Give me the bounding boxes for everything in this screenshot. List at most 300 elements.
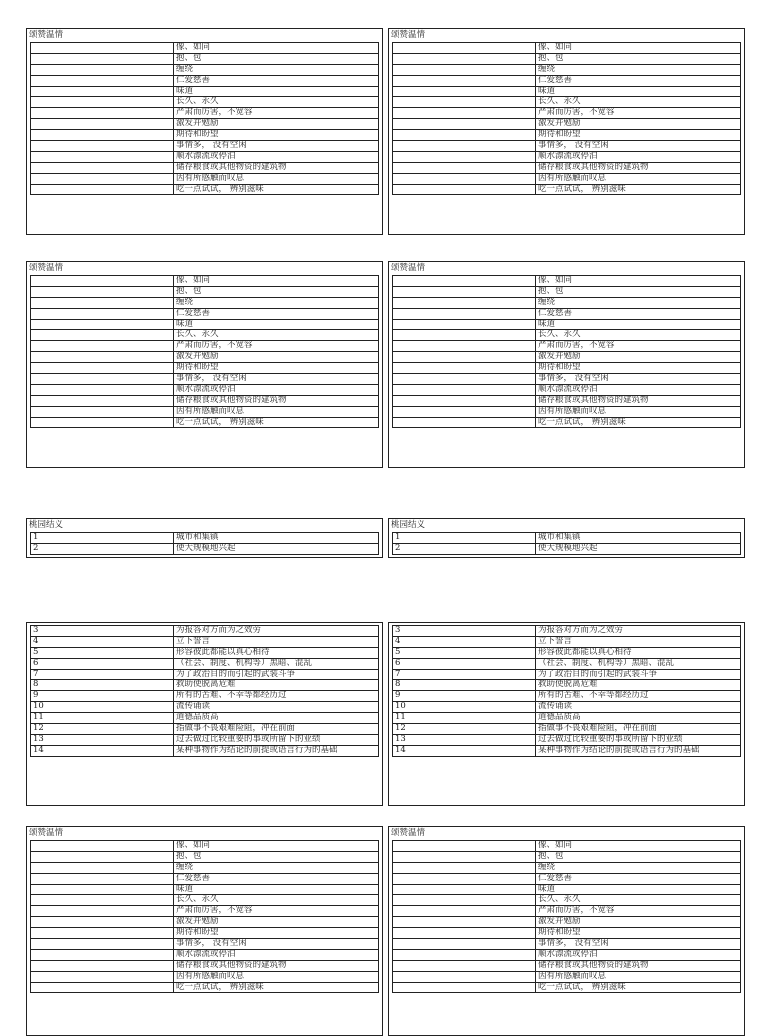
table-body: [30, 840, 379, 993]
table-row: [31, 917, 378, 928]
row-number-cell: 12: [393, 724, 536, 734]
row-number-cell: 8: [393, 680, 536, 690]
row-number-cell: [393, 330, 536, 340]
definition-cell: 像、如同: [538, 841, 573, 850]
row-number-cell: [393, 119, 536, 129]
definition-cell: 缠绕: [538, 297, 556, 307]
definition-cell: 缠绕: [176, 862, 194, 872]
row-number-cell: [31, 43, 174, 53]
definition-cell: 为了政治目的而引起的武装斗争: [176, 669, 296, 679]
row-number-cell: 4: [393, 637, 536, 647]
definition-cell: 严肃而厉害，不宽容: [176, 906, 253, 916]
definition-cell: 储存粮食或其他物资的建筑物: [538, 162, 649, 172]
definition-cell: 某种事物作为结论的前提或语言行为的基础: [538, 745, 700, 755]
definition-cell: （社会、制度、机构等）黑暗、混乱: [176, 658, 313, 668]
definition-cell: 储存粮食或其他物资的建筑物: [538, 395, 649, 405]
row-number-cell: [31, 917, 174, 927]
table-row: [393, 330, 740, 341]
row-number-cell: 5: [393, 648, 536, 658]
definition-cell: 流传诵读: [176, 702, 211, 712]
table-row: [31, 863, 378, 874]
table-row: [393, 972, 740, 983]
definition-cell: 顺水漂流或停泊: [176, 384, 236, 394]
row-number-cell: [31, 87, 174, 97]
table-row: [31, 174, 378, 185]
table-header: 颂赞温情: [29, 30, 64, 40]
table-row: [31, 407, 378, 418]
table-row: [31, 163, 378, 174]
table-row: [31, 54, 378, 65]
vocab-table-block1-right: [388, 28, 745, 235]
row-number-cell: [393, 174, 536, 184]
definition-cell: 激发并勉励: [538, 917, 581, 927]
table-row: [393, 363, 740, 374]
definition-cell: 激发并勉励: [176, 119, 219, 129]
row-number-cell: [393, 298, 536, 308]
table-row: [393, 130, 740, 141]
table-row: [393, 983, 740, 994]
row-number-cell: [31, 841, 174, 851]
definition-cell: 长久、永久: [538, 330, 581, 340]
definition-cell: 像、如同: [176, 841, 211, 850]
table-row: [31, 87, 378, 98]
row-number-cell: [393, 97, 536, 107]
table-body: [392, 532, 741, 555]
row-number-cell: [393, 108, 536, 118]
row-number-cell: 8: [31, 680, 174, 690]
definition-cell: 像、如同: [176, 276, 211, 285]
row-number-cell: [31, 341, 174, 351]
definition-cell: 抱、包: [176, 53, 202, 63]
table-row: [393, 895, 740, 906]
table-row: [393, 885, 740, 896]
definition-cell: 仁爱慈善: [176, 873, 211, 883]
definition-cell: 仁爱慈善: [176, 75, 211, 85]
table-row: [393, 637, 740, 648]
row-number-cell: [393, 385, 536, 395]
row-number-cell: [31, 939, 174, 949]
definition-cell: 道德品质高: [176, 713, 219, 723]
table-row: [393, 626, 740, 637]
definition-cell: 救助使脱离危难: [538, 680, 598, 690]
row-number-cell: [31, 141, 174, 151]
definition-cell: 严肃而厉害，不宽容: [176, 341, 253, 351]
definition-cell: 缠绕: [538, 64, 556, 74]
definition-cell: 立下誓言: [176, 636, 211, 646]
definition-cell: 期待和盼望: [176, 928, 219, 938]
table-body: [392, 42, 741, 195]
definition-cell: 仁爱慈善: [538, 75, 573, 85]
definition-cell: 期待和盼望: [538, 363, 581, 373]
table-row: [393, 418, 740, 429]
row-number-cell: 5: [31, 648, 174, 658]
table-row: [393, 735, 740, 746]
table-row: [393, 374, 740, 385]
definition-cell: 吃一点试试， 辨别滋味: [538, 184, 626, 194]
row-number-cell: [31, 983, 174, 993]
table-row: [31, 309, 378, 320]
table-row: [393, 939, 740, 950]
table-header: 颂赞温情: [29, 263, 64, 273]
row-number-cell: [393, 917, 536, 927]
table-body: [392, 840, 741, 993]
table-row: [31, 972, 378, 983]
definition-cell: 指做事不畏艰难险阻，冲在前面: [176, 724, 296, 734]
vocab-table-block4-right: [388, 622, 745, 806]
table-row: [393, 691, 740, 702]
row-number-cell: [31, 352, 174, 362]
row-number-cell: [31, 276, 174, 286]
table-body: [30, 625, 379, 757]
row-number-cell: 7: [31, 670, 174, 680]
table-header: 颂赞温情: [29, 828, 64, 838]
definition-cell: 储存粮食或其他物资的建筑物: [176, 162, 287, 172]
table-header: 桃园结义: [29, 520, 64, 530]
row-number-cell: [393, 309, 536, 319]
definition-cell: 事情多， 没有空闲: [176, 939, 247, 949]
definition-cell: 激发并勉励: [176, 917, 219, 927]
definition-cell: 期待和盼望: [538, 130, 581, 140]
table-row: [31, 76, 378, 87]
row-number-cell: [31, 863, 174, 873]
row-number-cell: [31, 885, 174, 895]
table-row: [31, 43, 378, 54]
row-number-cell: 1: [31, 533, 174, 543]
definition-cell: 仁爱慈善: [538, 308, 573, 318]
table-row: [31, 544, 378, 555]
table-row: [31, 418, 378, 429]
vocab-table-block2-right: [388, 261, 745, 468]
definition-cell: 抱、包: [538, 851, 564, 861]
row-number-cell: [393, 287, 536, 297]
row-number-cell: [393, 972, 536, 982]
table-row: [393, 97, 740, 108]
definition-cell: 味道: [538, 884, 556, 894]
table-row: [31, 691, 378, 702]
definition-cell: 过去做过比较重要的事或所留下的业绩: [538, 734, 683, 744]
row-number-cell: [393, 407, 536, 417]
row-number-cell: [31, 950, 174, 960]
table-row: [31, 961, 378, 972]
definition-cell: 储存粮食或其他物资的建筑物: [176, 395, 287, 405]
row-number-cell: 10: [393, 702, 536, 712]
row-number-cell: 3: [31, 626, 174, 636]
table-row: [31, 363, 378, 374]
definition-cell: 味道: [176, 319, 194, 329]
row-number-cell: [393, 895, 536, 905]
definition-cell: 味道: [538, 319, 556, 329]
table-row: [31, 983, 378, 994]
vocab-table-block1-left: [26, 28, 383, 235]
table-row: [393, 724, 740, 735]
definition-cell: 激发并勉励: [538, 119, 581, 129]
definition-cell: 某种事物作为结论的前提或语言行为的基础: [176, 745, 338, 755]
row-number-cell: [393, 950, 536, 960]
row-number-cell: 7: [393, 670, 536, 680]
table-row: [393, 648, 740, 659]
table-row: [393, 544, 740, 555]
table-row: [393, 108, 740, 119]
definition-cell: 缠绕: [176, 297, 194, 307]
definition-cell: 顺水漂流或停泊: [538, 384, 598, 394]
definition-cell: 抱、包: [538, 53, 564, 63]
definition-cell: 顺水漂流或停泊: [538, 949, 598, 959]
row-number-cell: 9: [31, 691, 174, 701]
definition-cell: 味道: [538, 86, 556, 96]
row-number-cell: 12: [31, 724, 174, 734]
definition-cell: 缠绕: [538, 862, 556, 872]
table-row: [393, 680, 740, 691]
table-row: [393, 309, 740, 320]
table-row: [31, 385, 378, 396]
table-row: [393, 87, 740, 98]
table-row: [31, 724, 378, 735]
row-number-cell: [393, 185, 536, 195]
definition-cell: 因有所感触而叹息: [538, 173, 607, 183]
table-row: [393, 407, 740, 418]
table-row: [31, 298, 378, 309]
table-row: [31, 680, 378, 691]
table-row: [31, 906, 378, 917]
row-number-cell: [393, 352, 536, 362]
row-number-cell: [31, 163, 174, 173]
definition-cell: 顺水漂流或停泊: [176, 151, 236, 161]
table-row: [393, 276, 740, 287]
table-row: [31, 713, 378, 724]
definition-cell: 缠绕: [176, 64, 194, 74]
row-number-cell: [31, 906, 174, 916]
table-row: [393, 961, 740, 972]
definition-cell: 事情多， 没有空闲: [538, 374, 609, 384]
table-row: [31, 108, 378, 119]
row-number-cell: [31, 298, 174, 308]
row-number-cell: [31, 330, 174, 340]
row-number-cell: [31, 287, 174, 297]
row-number-cell: [31, 97, 174, 107]
definition-cell: 长久、永久: [538, 895, 581, 905]
row-number-cell: 6: [393, 659, 536, 669]
table-row: [393, 119, 740, 130]
table-row: [393, 950, 740, 961]
definition-cell: 激发并勉励: [538, 352, 581, 362]
row-number-cell: 13: [393, 735, 536, 745]
row-number-cell: [31, 130, 174, 140]
vocab-table-block3-right: [388, 518, 745, 558]
table-row: [393, 863, 740, 874]
row-number-cell: 10: [31, 702, 174, 712]
table-row: [31, 895, 378, 906]
row-number-cell: [393, 983, 536, 993]
row-number-cell: 3: [393, 626, 536, 636]
definition-cell: （社会、制度、机构等）黑暗、混乱: [538, 658, 675, 668]
definition-cell: 使大规模地兴起: [176, 543, 236, 553]
row-number-cell: [393, 939, 536, 949]
definition-cell: 抱、包: [176, 286, 202, 296]
vocab-table-block2-left: [26, 261, 383, 468]
table-row: [393, 141, 740, 152]
definition-cell: 仁爱慈善: [176, 308, 211, 318]
row-number-cell: [393, 43, 536, 53]
row-number-cell: [393, 87, 536, 97]
definition-cell: 因有所感触而叹息: [176, 173, 245, 183]
definition-cell: 使大规模地兴起: [538, 543, 598, 553]
table-body: [392, 625, 741, 757]
table-row: [31, 65, 378, 76]
row-number-cell: [393, 320, 536, 330]
vocab-table-block4-left: [26, 622, 383, 806]
definition-cell: 为报答对方而为之效劳: [176, 626, 262, 635]
definition-cell: 储存粮食或其他物资的建筑物: [176, 960, 287, 970]
table-row: [393, 320, 740, 331]
vocab-table-block5-right: [388, 826, 745, 1036]
table-row: [31, 626, 378, 637]
definition-cell: 吃一点试试， 辨别滋味: [538, 982, 626, 992]
table-header: 颂赞温情: [391, 30, 426, 40]
definition-cell: 事情多， 没有空闲: [176, 374, 247, 384]
definition-cell: 因有所感触而叹息: [538, 406, 607, 416]
table-row: [31, 841, 378, 852]
definition-cell: 为报答对方而为之效劳: [538, 626, 624, 635]
definition-cell: 流传诵读: [538, 702, 573, 712]
definition-cell: 形容彼此都能以真心相待: [538, 647, 632, 657]
row-number-cell: [31, 972, 174, 982]
table-row: [393, 298, 740, 309]
row-number-cell: [31, 119, 174, 129]
definition-cell: 像、如同: [538, 43, 573, 52]
row-number-cell: [31, 185, 174, 195]
table-row: [393, 43, 740, 54]
definition-cell: 顺水漂流或停泊: [538, 151, 598, 161]
table-row: [31, 648, 378, 659]
table-row: [393, 76, 740, 87]
row-number-cell: [393, 152, 536, 162]
row-number-cell: [393, 874, 536, 884]
row-number-cell: [31, 895, 174, 905]
row-number-cell: [31, 76, 174, 86]
vocab-table-block5-left: [26, 826, 383, 1036]
definition-cell: 因有所感触而叹息: [176, 971, 245, 981]
row-number-cell: [31, 54, 174, 64]
row-number-cell: 9: [393, 691, 536, 701]
definition-cell: 形容彼此都能以真心相待: [176, 647, 270, 657]
table-row: [31, 152, 378, 163]
definition-cell: 期待和盼望: [176, 130, 219, 140]
definition-cell: 为了政治目的而引起的武装斗争: [538, 669, 658, 679]
row-number-cell: [393, 961, 536, 971]
row-number-cell: 6: [31, 659, 174, 669]
row-number-cell: [31, 418, 174, 428]
table-row: [31, 287, 378, 298]
table-row: [31, 702, 378, 713]
definition-cell: 严肃而厉害，不宽容: [538, 341, 615, 351]
table-row: [31, 659, 378, 670]
table-row: [31, 341, 378, 352]
row-number-cell: [31, 874, 174, 884]
row-number-cell: 13: [31, 735, 174, 745]
row-number-cell: 2: [31, 544, 174, 554]
row-number-cell: [31, 320, 174, 330]
definition-cell: 过去做过比较重要的事或所留下的业绩: [176, 734, 321, 744]
row-number-cell: [393, 54, 536, 64]
row-number-cell: [31, 385, 174, 395]
table-row: [31, 97, 378, 108]
table-header: 桃园结义: [391, 520, 426, 530]
definition-cell: 抱、包: [538, 286, 564, 296]
definition-cell: 城市和集镇: [538, 533, 581, 542]
table-row: [393, 533, 740, 544]
definition-cell: 吃一点试试， 辨别滋味: [538, 417, 626, 427]
table-row: [31, 374, 378, 385]
definition-cell: 储存粮食或其他物资的建筑物: [538, 960, 649, 970]
table-row: [31, 396, 378, 407]
table-row: [31, 320, 378, 331]
table-row: [31, 746, 378, 757]
definition-cell: 指做事不畏艰难险阻，冲在前面: [538, 724, 658, 734]
row-number-cell: [31, 928, 174, 938]
definition-cell: 像、如同: [176, 43, 211, 52]
definition-cell: 抱、包: [176, 851, 202, 861]
definition-cell: 救助使脱离危难: [176, 680, 236, 690]
table-header: 颂赞温情: [391, 828, 426, 838]
definition-cell: 因有所感触而叹息: [176, 406, 245, 416]
row-number-cell: [31, 309, 174, 319]
row-number-cell: [31, 108, 174, 118]
definition-cell: 严肃而厉害，不宽容: [176, 108, 253, 118]
table-row: [393, 917, 740, 928]
table-row: [393, 65, 740, 76]
row-number-cell: [393, 341, 536, 351]
definition-cell: 长久、永久: [176, 97, 219, 107]
table-row: [393, 287, 740, 298]
definition-cell: 吃一点试试， 辨别滋味: [176, 417, 264, 427]
table-row: [393, 702, 740, 713]
definition-cell: 严肃而厉害，不宽容: [538, 108, 615, 118]
vocab-table-block3-left: [26, 518, 383, 558]
definition-cell: 期待和盼望: [176, 363, 219, 373]
row-number-cell: [31, 65, 174, 75]
table-row: [31, 670, 378, 681]
row-number-cell: [31, 363, 174, 373]
table-row: [393, 874, 740, 885]
row-number-cell: 11: [393, 713, 536, 723]
table-row: [393, 385, 740, 396]
row-number-cell: [393, 276, 536, 286]
table-row: [31, 119, 378, 130]
table-row: [31, 885, 378, 896]
definition-cell: 激发并勉励: [176, 352, 219, 362]
row-number-cell: [31, 374, 174, 384]
row-number-cell: [393, 928, 536, 938]
table-row: [393, 841, 740, 852]
row-number-cell: 4: [31, 637, 174, 647]
table-row: [31, 874, 378, 885]
definition-cell: 味道: [176, 884, 194, 894]
definition-cell: 吃一点试试， 辨别滋味: [176, 982, 264, 992]
definition-cell: 城市和集镇: [176, 533, 219, 542]
definition-cell: 仁爱慈善: [538, 873, 573, 883]
definition-cell: 事情多， 没有空闲: [176, 141, 247, 151]
row-number-cell: [393, 418, 536, 428]
row-number-cell: [393, 374, 536, 384]
row-number-cell: [393, 141, 536, 151]
definition-cell: 严肃而厉害，不宽容: [538, 906, 615, 916]
definition-cell: 立下誓言: [538, 636, 573, 646]
table-row: [31, 330, 378, 341]
definition-cell: 长久、永久: [538, 97, 581, 107]
table-row: [31, 637, 378, 648]
table-row: [31, 185, 378, 196]
table-row: [31, 939, 378, 950]
